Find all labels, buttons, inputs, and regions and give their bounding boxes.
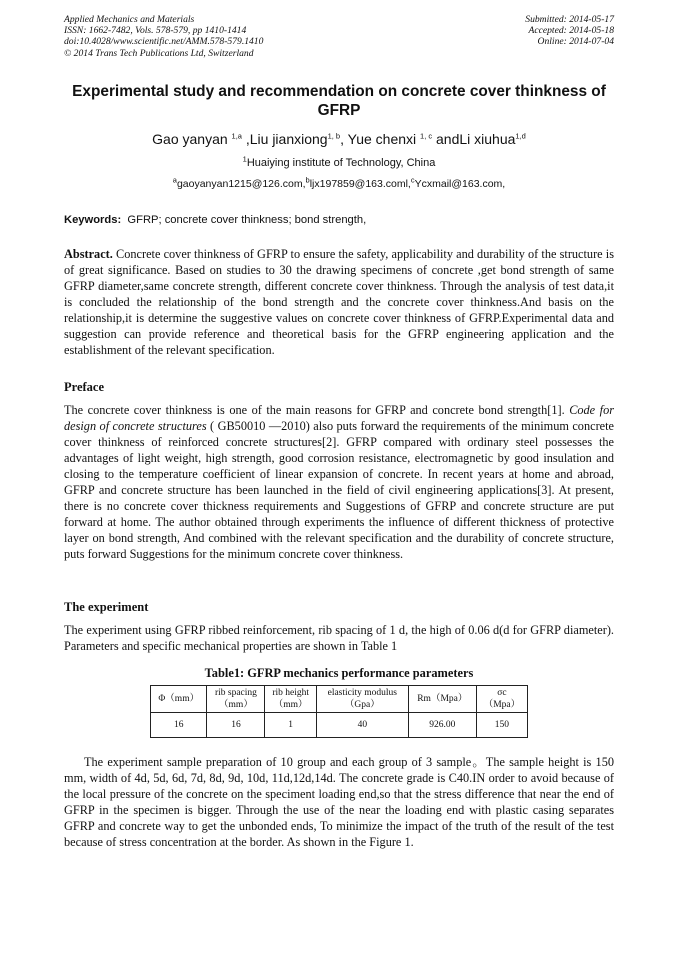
header-text: Φ（mm） — [158, 694, 200, 704]
author-affil-mark: 1, c — [420, 131, 433, 141]
abstract-text: Concrete cover thinkness of GFRP to ensure the safety, applicability and durability of the structure is of great significance. Based on studies to 30 the drawing specimens of concrete ,get bond strength of same GFRP diameter,same concrete strength, different concrete cover thinkness. Through the analysis of test data,it is concluded the relationship of the bond strength and the concrete cover thinkness.And basis on the relationship,it is determine the suggestive values on concrete cover thinkness of GFRP.Experimental data and suggestion can provide reference and theoretical basis for the GFRP engineering application and the establishment of the relevant specification. — [64, 247, 614, 357]
author-name: Gao yanyan — [152, 131, 232, 147]
table-header-row — [151, 686, 528, 713]
experiment-heading: The experiment — [64, 600, 149, 614]
abstract-label: Abstract. — [64, 247, 113, 261]
paper-title: Experimental study and recommendation on concrete cover thinkness of GFRP — [72, 83, 606, 119]
header-unit: （Mpa） — [483, 700, 521, 710]
table-header-cell — [207, 686, 265, 713]
table-header-cell — [316, 686, 408, 713]
issn-line: ISSN: 1662-7482, Vols. 578-579, pp 1410-1414 — [64, 25, 247, 37]
preface-text-a: The concrete cover thinkness is one of the main reasons for GFRP and concrete bond strength[1]. — [64, 403, 565, 417]
affiliation-mark: 1 — [242, 154, 247, 164]
experiment-paragraph: The experiment using GFRP ribbed reinforcement, rib spacing of 1 d, the high of 0.06 d(d for GFRP diameter). Parameters and specific mechanical properties are shown in Table 1 — [64, 623, 614, 653]
journal-name: Applied Mechanics and Materials — [64, 14, 195, 25]
header-text: σc — [497, 688, 507, 698]
preface-paragraph — [64, 402, 614, 562]
author-name: ,Liu jianxiong — [241, 131, 328, 147]
code-title: Code for design of concrete structures — [64, 403, 615, 433]
table-header-cell — [408, 686, 476, 713]
email-mark: a — [172, 175, 177, 185]
table-cell: 40 — [316, 713, 408, 738]
abstract — [64, 246, 614, 358]
affiliation — [64, 154, 614, 169]
table-header-cell — [265, 686, 316, 713]
email-address: Ycxmail@163.com, — [414, 178, 506, 190]
header-left — [64, 14, 263, 59]
header-unit: （mm） — [273, 700, 308, 710]
table-title: Table1: GFRP mechanics performance parameters — [204, 666, 474, 680]
email-address: ljx197859@163.coml, — [309, 178, 411, 190]
author-name: andLi xiuhua — [432, 131, 516, 147]
header-unit: （Gpa） — [344, 700, 380, 710]
online-date: Online: 2014-07-04 — [537, 36, 614, 48]
submitted-date: Submitted: 2014-05-17 — [525, 14, 614, 25]
header-unit: （mm） — [219, 700, 253, 710]
table-cell: 926.00 — [408, 713, 476, 738]
author-affil-mark: 1,d — [515, 131, 526, 141]
header-text: rib height — [272, 688, 309, 698]
author-list — [64, 131, 614, 147]
table-cell: 150 — [476, 713, 527, 738]
table-header-cell — [151, 686, 207, 713]
email-list — [64, 175, 614, 190]
keywords-label: Keywords: — [64, 214, 122, 226]
doi-line: doi:10.4028/www.scientific.net/AMM.578-579.1410 — [64, 36, 264, 48]
header-right — [525, 14, 614, 48]
header-text: rib spacing — [214, 688, 257, 698]
table-cell: 1 — [265, 713, 316, 738]
author-affil-mark: 1,a — [231, 131, 242, 141]
preface-text-b: ( GB50010 —2010) also puts forward the requirements of the minimum concrete cover thinkness of reinforced concrete structures[2]. GFRP compared with ordinary steel possesses the advantages of light weight, high strength, good corrosion resistance, electromagnetic by good insulation and closing to the temperature coefficient of linear expansion of concrete. In recent years at home and abroad, GFRP and concrete structure has been launched in the field of civil engineering applications[3]. At present, there is no concrete cover thickness requirements and Suggestions of GFRP and concrete structure are put forward at home. The author obtained through experiments the influence of different thickness of protective layer on bond strength, And combined with the relevant specification and the durability of concrete structure, puts forward Suggestions for the minimum concrete cover thinkness. — [64, 419, 614, 561]
keywords-text: GFRP; concrete cover thinkness; bond strength, — [127, 214, 367, 226]
parameters-table — [150, 685, 528, 738]
copyright-line: © 2014 Trans Tech Publications Ltd, Switzerland — [64, 47, 254, 59]
table-row — [151, 713, 528, 738]
preface-heading: Preface — [64, 380, 105, 394]
table-cell: 16 — [151, 713, 207, 738]
affiliation-text: Huaiying institute of Technology, China — [246, 157, 436, 169]
table-header-cell — [476, 686, 527, 713]
email-mark: c — [410, 175, 415, 185]
header-text: elasticity modulus — [327, 688, 398, 698]
header-text: Rm（Mpa） — [417, 694, 468, 704]
sample-paragraph: The experiment sample preparation of 10 group and each group of 3 sample。The sample height is 150 mm, width of 4d, 5d, 6d, 7d, 8d, 9d, 10d, 11d,12d,14d. The concrete grade is C40.IN order to avoid because of the local pressure of the concrete on the speciment loading end,so that the stress difference that near the end of GFRP in the specimen is bigger. Through the use of the near the loading end with plastic casing separates GFRP and concrete way to get the unbonded ends, To minimize the impact of the truth of the result of the test because of stress concentration at the border. As shown in the Figure 1. — [64, 755, 614, 849]
accepted-date: Accepted: 2014-05-18 — [528, 25, 614, 37]
email-address: gaoyanyan1215@126.com, — [176, 178, 306, 190]
email-mark: b — [305, 175, 310, 185]
keywords — [64, 214, 614, 226]
author-affil-mark: 1, b — [327, 131, 341, 141]
author-name: , Yue chenxi — [340, 131, 421, 147]
table-cell: 16 — [207, 713, 265, 738]
